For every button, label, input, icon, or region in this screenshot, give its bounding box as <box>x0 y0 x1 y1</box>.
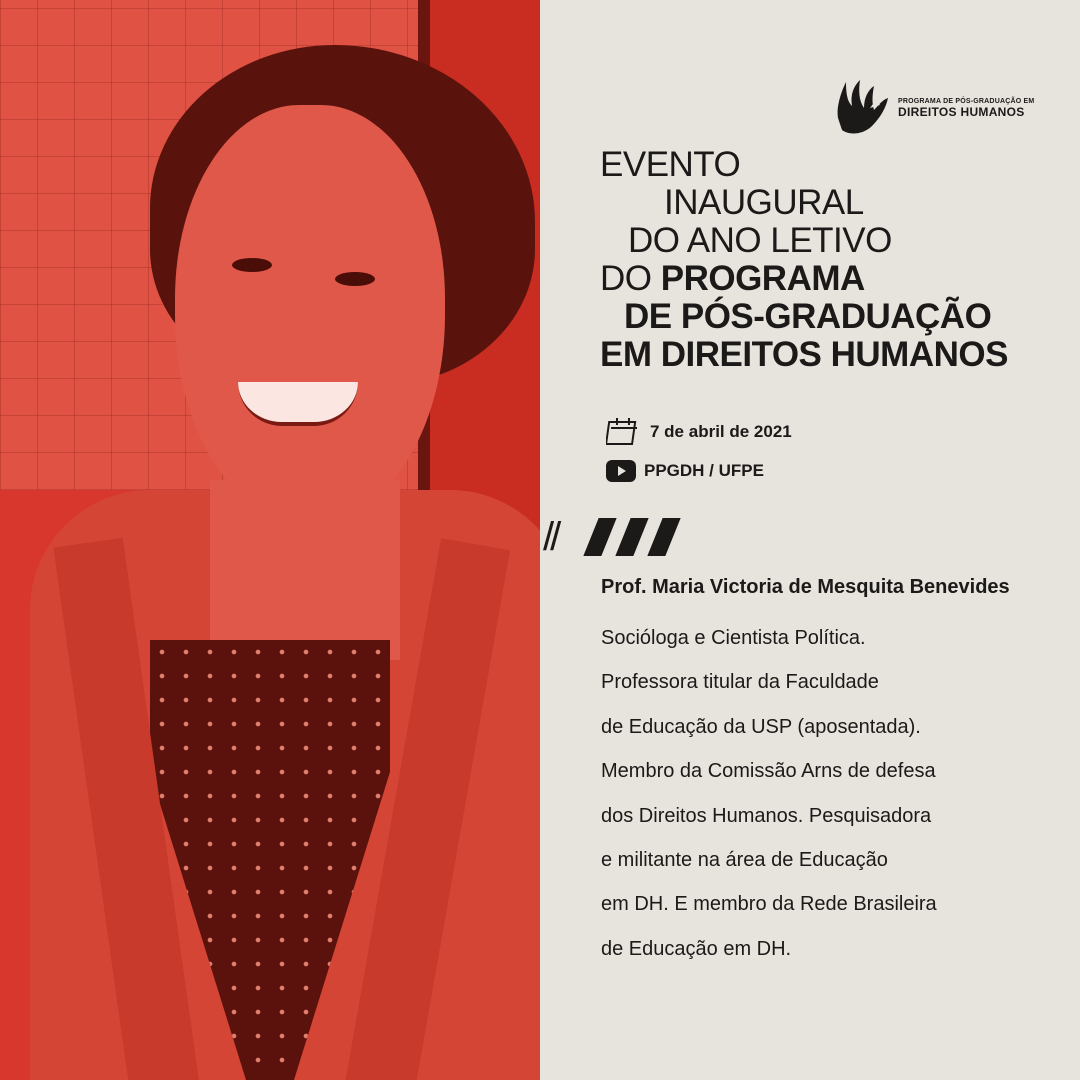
bio-line: de Educação em DH. <box>601 937 792 960</box>
title-line-1: EVENTO <box>600 145 741 184</box>
title-line-4-prefix: DO <box>600 259 652 298</box>
logo-line-1: PROGRAMA DE PÓS-GRADUAÇÃO EM <box>898 97 1035 105</box>
slash-bar <box>616 518 649 556</box>
title-line-6: EM DIREITOS HUMANOS <box>600 335 1008 374</box>
right-eye <box>335 272 375 286</box>
program-logo <box>832 78 1034 138</box>
logo-line-2: DIREITOS HUMANOS <box>898 104 1025 119</box>
title-line-4-bold: PROGRAMA <box>660 259 865 298</box>
title-line-2: INAUGURAL <box>664 183 864 222</box>
slash-divider <box>543 517 673 557</box>
hand-bird-icon <box>832 78 892 138</box>
bio-line: de Educação da USP (aposentada). <box>601 715 921 738</box>
left-eye <box>232 258 272 272</box>
speaker-name: Prof. Maria Victoria de Mesquita Benevides <box>601 576 1010 598</box>
thin-slashes: // <box>543 515 558 559</box>
bio-line: dos Direitos Humanos. Pesquisadora <box>601 804 932 827</box>
bio-line: Professora titular da Faculdade <box>601 671 879 694</box>
bio-line: Membro da Comissão Arns de defesa <box>601 760 936 783</box>
calendar-icon <box>606 416 642 448</box>
title-line-3: DO ANO LETIVO <box>628 221 892 260</box>
youtube-icon <box>606 460 636 482</box>
event-date-text: 7 de abril de 2021 <box>650 422 792 441</box>
bio-line: e militante na área de Educação <box>601 849 888 872</box>
title-line-5: DE PÓS-GRADUAÇÃO <box>624 297 992 336</box>
event-channel[interactable] <box>606 460 764 482</box>
title-line-4 <box>600 260 1008 298</box>
event-channel-text: PPGDH / UFPE <box>644 461 764 480</box>
bio-line: em DH. E membro da Rede Brasileira <box>601 893 937 916</box>
speaker-bio <box>601 616 937 971</box>
event-date <box>606 416 792 448</box>
face <box>175 105 445 525</box>
bio-line: Socióloga e Cientista Política. <box>601 627 866 649</box>
slash-bar <box>584 518 617 556</box>
event-title <box>600 146 1008 374</box>
slash-bar <box>648 518 681 556</box>
